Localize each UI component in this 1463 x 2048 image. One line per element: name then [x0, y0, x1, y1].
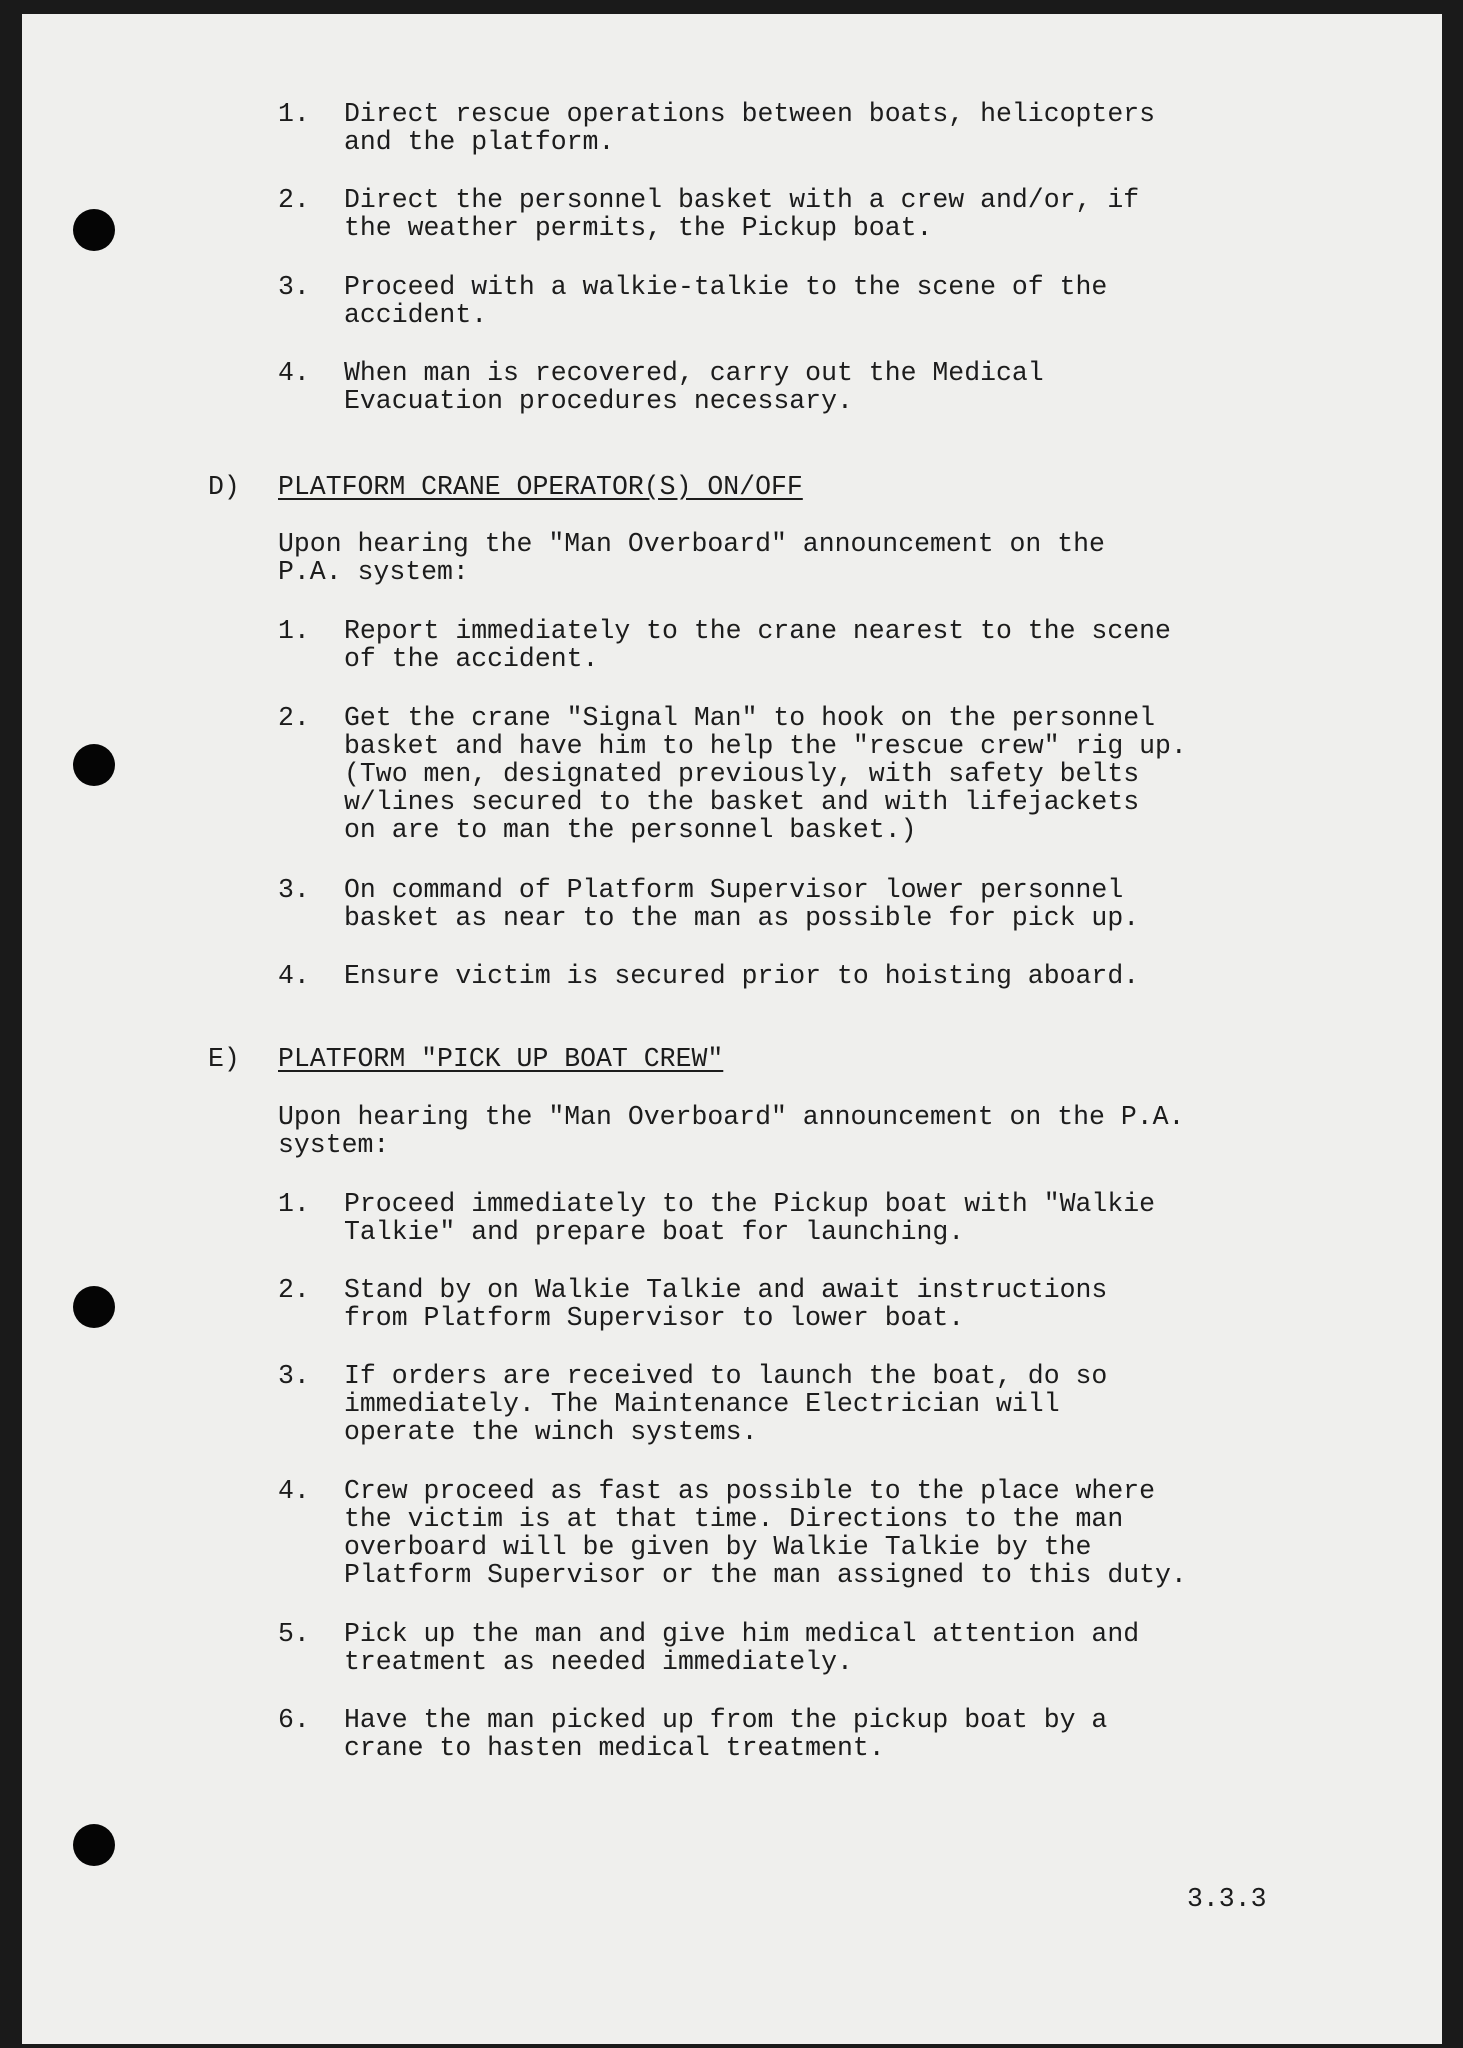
item-text: On command of Platform Supervisor lower personnel basket as near to the man as possible for pick up. [344, 875, 1140, 933]
item-number: 4. [278, 1476, 310, 1506]
item-text: When man is recovered, carry out the Medical Evacuation procedures necessary. [344, 358, 1044, 416]
punch-hole [73, 209, 115, 251]
item-text: Stand by on Walkie Talkie and await instructions from Platform Supervisor to lower boat. [344, 1275, 1108, 1333]
intro-text: Upon hearing the "Man Overboard" announcement on the P.A. system: [278, 1102, 1185, 1160]
item-number: 2. [278, 1275, 310, 1305]
item-text: Report immediately to the crane nearest to the scene of the accident. [344, 616, 1171, 674]
section-title: PLATFORM "PICK UP BOAT CREW" [278, 1044, 724, 1074]
item-number: 1. [278, 616, 310, 646]
item-number: 2. [278, 703, 310, 733]
punch-hole [73, 1286, 115, 1328]
item-text: Crew proceed as fast as possible to the place where the victim is at that time. Directions to the man overboard will be given by Walkie Talkie by the Platform Supervisor or the man assigned to this duty. [344, 1476, 1187, 1590]
item-number: 3. [278, 875, 310, 905]
intro-text: Upon hearing the "Man Overboard" announcement on the P.A. system: [278, 529, 1105, 587]
item-text: Get the crane "Signal Man" to hook on the personnel basket and have him to help the "rescue crew" rig up. (Two men, designated previously, with safety belts w/lines secured to the basket and with lifejackets on are to man the personnel basket.) [344, 703, 1187, 845]
item-number: 1. [278, 1189, 310, 1219]
item-text: Proceed immediately to the Pickup boat with "Walkie Talkie" and prepare boat for launching. [344, 1189, 1156, 1247]
item-text: Ensure victim is secured prior to hoisting aboard. [344, 961, 1140, 991]
item-text: Have the man picked up from the pickup boat by a crane to hasten medical treatment. [344, 1705, 1108, 1763]
section-letter: D) [208, 472, 240, 502]
item-text: Pick up the man and give him medical attention and treatment as needed immediately. [344, 1619, 1140, 1677]
item-number: 3. [278, 1361, 310, 1391]
punch-hole [73, 744, 115, 786]
item-text: Direct the personnel basket with a crew and/or, if the weather permits, the Pickup boat. [344, 185, 1140, 243]
item-number: 3. [278, 272, 310, 302]
item-text: If orders are received to launch the boat, do so immediately. The Maintenance Electrician will operate the winch systems. [344, 1361, 1108, 1447]
item-number: 4. [278, 358, 310, 388]
item-number: 2. [278, 185, 310, 215]
item-number: 1. [278, 99, 310, 129]
item-number: 6. [278, 1705, 310, 1735]
section-letter: E) [208, 1044, 240, 1074]
item-number: 5. [278, 1619, 310, 1649]
page-number: 3.3.3 [1187, 1884, 1267, 1914]
punch-hole [73, 1824, 115, 1866]
item-text: Direct rescue operations between boats, helicopters and the platform. [344, 99, 1156, 157]
item-text: Proceed with a walkie-talkie to the scene of the accident. [344, 272, 1108, 330]
document-page [22, 14, 1442, 2044]
section-title: PLATFORM CRANE OPERATOR(S) ON/OFF [278, 472, 803, 502]
item-number: 4. [278, 961, 310, 991]
